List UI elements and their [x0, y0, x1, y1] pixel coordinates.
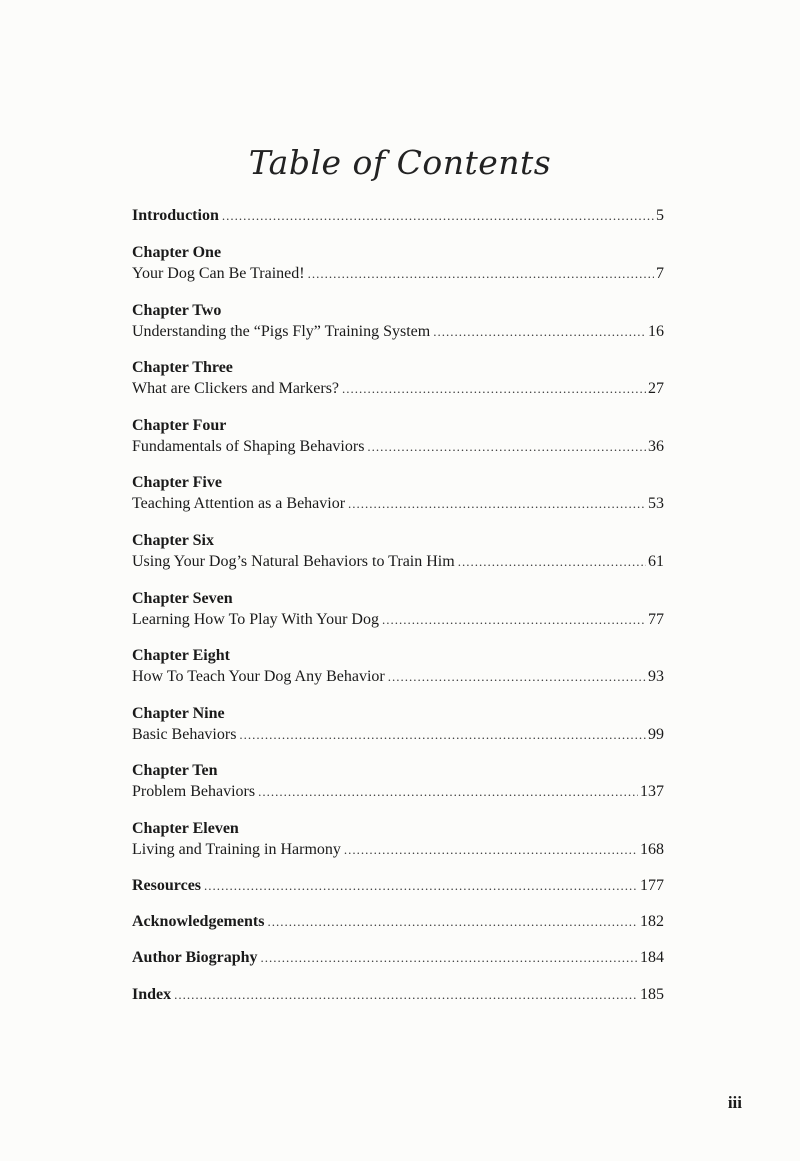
toc-page-number: 168: [640, 841, 664, 858]
dot-leader: [261, 947, 638, 968]
toc-entry-title: Resources: [132, 877, 202, 894]
toc-line[interactable]: [132, 378, 664, 399]
dot-leader: [174, 984, 638, 1005]
dot-leader: [348, 493, 646, 514]
toc-line[interactable]: [132, 839, 664, 860]
toc-line[interactable]: [132, 781, 664, 802]
dot-leader: [267, 911, 638, 932]
dot-leader: [433, 321, 646, 342]
toc-page-number: 27: [648, 380, 664, 397]
dot-leader: [367, 436, 646, 457]
dot-leader: [344, 839, 638, 860]
toc-entry-index: [132, 984, 664, 1005]
toc-entry-title: Introduction: [132, 207, 219, 224]
toc-entry-title: Understanding the “Pigs Fly” Training System: [132, 323, 431, 340]
chapter-heading: Chapter Seven: [132, 590, 233, 607]
toc-entry-title: Your Dog Can Be Trained!: [132, 265, 305, 282]
dot-leader: [258, 781, 638, 802]
toc-page-number: 53: [648, 495, 664, 512]
chapter-heading: Chapter Four: [132, 417, 227, 434]
toc-page-number: 177: [640, 877, 664, 894]
dot-leader: [382, 609, 646, 630]
toc-page-number: 99: [648, 726, 664, 743]
toc-page-number: 5: [656, 207, 664, 224]
toc-line[interactable]: [132, 205, 664, 226]
toc-page-number: 77: [648, 611, 664, 628]
toc-page-number: 61: [648, 553, 664, 570]
toc-entry-chapter-seven: [132, 588, 664, 630]
toc-line[interactable]: [132, 609, 664, 630]
toc-entry-chapter-three: [132, 357, 664, 399]
toc-entry-chapter-one: [132, 242, 664, 284]
toc-line[interactable]: [132, 666, 664, 687]
chapter-heading: Chapter Eleven: [132, 820, 239, 837]
toc-entry-chapter-four: [132, 415, 664, 457]
toc-line[interactable]: [132, 875, 664, 896]
page-title: Table of Contents: [248, 143, 552, 182]
toc-entry-title: How To Teach Your Dog Any Behavior: [132, 668, 385, 685]
chapter-heading: Chapter Six: [132, 532, 214, 549]
toc-page-number: 182: [640, 913, 664, 930]
toc-line[interactable]: [132, 724, 664, 745]
toc-entry-chapter-six: [132, 530, 664, 572]
dot-leader: [458, 551, 646, 572]
toc-page-number: 36: [648, 438, 664, 455]
chapter-heading: Chapter Five: [132, 474, 222, 491]
dot-leader: [222, 205, 654, 226]
chapter-heading: Chapter Three: [132, 359, 233, 376]
chapter-heading: Chapter Ten: [132, 762, 218, 779]
toc-entry-author-biography: [132, 947, 664, 968]
toc-line[interactable]: [132, 436, 664, 457]
toc-page-number: 16: [648, 323, 664, 340]
toc-entry-title: Fundamentals of Shaping Behaviors: [132, 438, 365, 455]
page-number: iii: [727, 1093, 742, 1112]
toc-entry-title: Teaching Attention as a Behavior: [132, 495, 346, 512]
toc-page-number: 184: [640, 949, 664, 966]
chapter-heading: Chapter Two: [132, 302, 222, 319]
toc-page-number: 7: [656, 265, 664, 282]
toc-line[interactable]: [132, 984, 664, 1005]
toc-entry-chapter-nine: [132, 703, 664, 745]
toc-line[interactable]: [132, 263, 664, 284]
toc-entry-chapter-eleven: [132, 818, 664, 860]
toc-entry-chapter-eight: [132, 645, 664, 687]
toc-entry-title: Problem Behaviors: [132, 783, 256, 800]
toc-page-number: 185: [640, 986, 664, 1003]
toc-line[interactable]: [132, 947, 664, 968]
chapter-heading: Chapter One: [132, 244, 222, 261]
toc-line[interactable]: [132, 911, 664, 932]
toc-entry-title: Living and Training in Harmony: [132, 841, 341, 858]
toc-line[interactable]: [132, 551, 664, 572]
toc-line[interactable]: [132, 321, 664, 342]
toc-entry-title: Author Biography: [132, 949, 258, 966]
toc-entry-chapter-ten: [132, 760, 664, 802]
toc-entry-title: What are Clickers and Markers?: [132, 380, 340, 397]
dot-leader: [204, 875, 638, 896]
toc-page-number: 137: [640, 783, 664, 800]
chapter-heading: Chapter Nine: [132, 705, 225, 722]
dot-leader: [239, 724, 646, 745]
toc-entry-chapter-two: [132, 300, 664, 342]
toc-entry-title: Basic Behaviors: [132, 726, 237, 743]
toc-entry-introduction: [132, 205, 664, 226]
toc-entry-resources: [132, 875, 664, 896]
toc-entry-acknowledgements: [132, 911, 664, 932]
toc-entry-title: Learning How To Play With Your Dog: [132, 611, 379, 628]
chapter-heading: Chapter Eight: [132, 647, 230, 664]
dot-leader: [342, 378, 646, 399]
dot-leader: [308, 263, 654, 284]
toc-entry-title: Acknowledgements: [132, 913, 265, 930]
toc-page-number: 93: [648, 668, 664, 685]
dot-leader: [388, 666, 646, 687]
toc-entry-title: Index: [132, 986, 172, 1003]
toc-entry-chapter-five: [132, 472, 664, 514]
toc-entry-title: Using Your Dog’s Natural Behaviors to Train Him: [132, 553, 455, 570]
toc-line[interactable]: [132, 493, 664, 514]
